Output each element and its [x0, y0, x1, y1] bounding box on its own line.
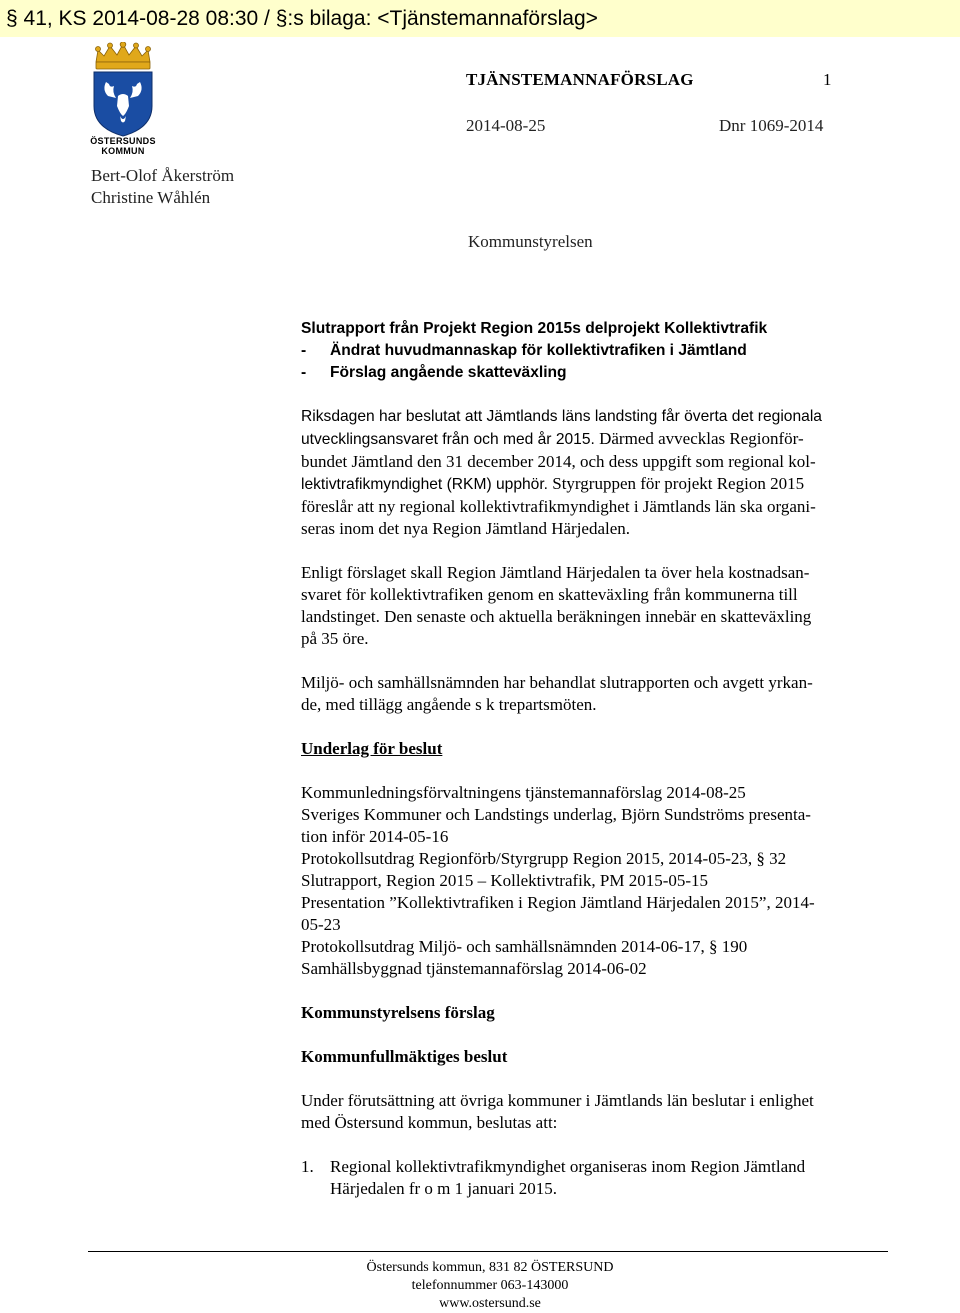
footer-web: www.ostersund.se — [439, 1296, 541, 1311]
decision-intro: Under förutsättning att övriga kommuner i Jämtlands län beslutar i enlighet med Östersund kommun, beslutas att: — [301, 1091, 814, 1132]
list-item: Sveriges Kommuner och Landstings underlag, Björn Sundströms presenta- — [301, 805, 811, 824]
list-item: tion inför 2014-05-16 — [301, 827, 449, 846]
footer-phone: telefonnummer 063-143000 — [411, 1278, 569, 1293]
footer — [300, 1259, 680, 1313]
list-item: Protokollsutdrag Regionförb/Styrgrupp Region 2015, 2014-05-23, § 32 — [301, 849, 787, 868]
document-reference: Dnr 1069-2014 — [719, 116, 824, 135]
paragraph-background: Riksdagen har beslutat att Jämtlands läns landsting får överta det regionala utvecklingsansvaret från och med år 2015. Därmed avvecklas Regionför- bundet Jämtland den 31 december 2014, och dess uppgift som regional kol- lektivtrafikmyndighet (RKM) upphör. Styrgruppen för projekt Region 2015 föreslår att ny regional kollektivtrafikmyndighet i Jämtlands län ska organi- seras inom det nya Region Jämtland Härjedalen. — [301, 408, 822, 538]
section-heading-underlag: Underlag för beslut — [301, 739, 443, 758]
document-banner: § 41, KS 2014-08-28 08:30 / §:s bilaga: <Tjänstemannaförslag> — [0, 0, 960, 37]
document-date: 2014-08-25 — [466, 116, 546, 135]
document-body — [301, 318, 891, 1200]
list-item: 05-23 — [301, 915, 341, 934]
title-subitem: - Förslag angående skatteväxling — [301, 364, 567, 381]
list-item: Presentation ”Kollektivtrafiken i Region Jämtland Härjedalen 2015”, 2014- — [301, 893, 815, 912]
document-title: Slutrapport från Projekt Region 2015s delprojekt Kollektivtrafik — [301, 320, 768, 337]
paragraph-proposal: Enligt förslaget skall Region Jämtland Härjedalen ta över hela kostnadsan- svaret för kollektivtrafiken genom en skatteväxling från kommunerna till landstinget. Den senaste och aktuella beräkningen innebär en skatteväxling på 35 öre. — [301, 563, 812, 648]
list-item: Kommunledningsförvaltningens tjänstemannaförslag 2014-08-25 — [301, 783, 746, 802]
recipient: Kommunstyrelsen — [468, 232, 593, 251]
list-item: Slutrapport, Region 2015 – Kollektivtrafik, PM 2015-05-15 — [301, 871, 709, 890]
logo-wordmark: ÖSTERSUNDS KOMMUN — [90, 136, 156, 156]
list-item: Protokollsutdrag Miljö- och samhällsnämnden 2014-06-17, § 190 — [301, 937, 748, 956]
footer-address: Östersunds kommun, 831 82 ÖSTERSUND — [366, 1260, 614, 1275]
decision-item: 1. Regional kollektivtrafikmyndighet organiseras inom Region Jämtland Härjedalen fr o m 1 januari 2015. — [301, 1157, 806, 1198]
list-item: Samhällsbyggnad tjänstemannaförslag 2014-06-02 — [301, 959, 647, 978]
paragraph-committee: Miljö- och samhällsnämnden har behandlat slutrapporten och avgett yrkan- de, med tillägg angående s k trepartsmöten. — [301, 673, 813, 714]
author-name: Bert-Olof Åkerström — [91, 166, 235, 185]
section-heading-ks: Kommunstyrelsens förslag — [301, 1003, 495, 1022]
underlag-list — [301, 782, 891, 980]
section-heading-kf: Kommunfullmäktiges beslut — [301, 1047, 508, 1066]
footer-divider — [88, 1251, 888, 1252]
document-type: TJÄNSTEMANNAFÖRSLAG — [466, 70, 694, 89]
title-subitem: - Ändrat huvudmannaskap för kollektivtrafiken i Jämtland — [301, 342, 747, 359]
author-name: Christine Wåhlén — [91, 188, 211, 207]
page-number: 1 — [823, 70, 832, 89]
